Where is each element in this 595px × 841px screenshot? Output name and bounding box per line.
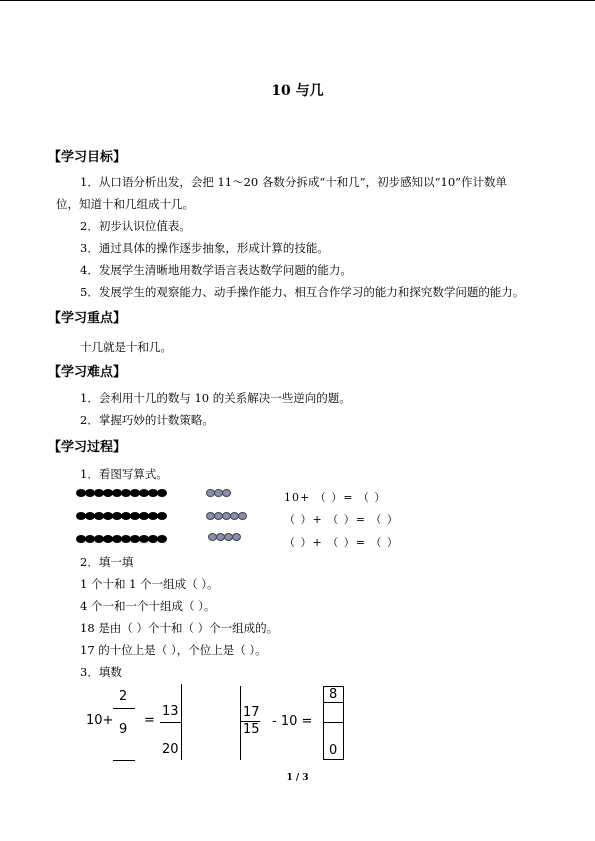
page-title: 10 与几 <box>271 83 324 99</box>
section-heading-difficulty: 【学习难点】 <box>48 365 127 380</box>
q3-frac-top: 2 <box>119 689 128 704</box>
q1-equation-2: （ ）+ （ ）= （ ） <box>284 513 399 526</box>
bead-row-3-black <box>76 535 166 543</box>
q3-frac-line <box>113 708 135 709</box>
bead-row-1-blue <box>206 489 230 497</box>
goal-item-1-cont: 位，知道十和几组成十几。 <box>56 197 194 211</box>
q2-item-3: 18 是由（ ）个十和（ ）个一组成的。 <box>80 621 279 635</box>
q2-label: 2．填一填 <box>80 555 134 569</box>
q3-answer-line <box>113 760 135 761</box>
difficulty-item-2: 2．掌握巧妙的计数策略。 <box>80 413 214 427</box>
q3-right-op: - 10 = <box>272 714 313 729</box>
black-bead <box>157 489 167 497</box>
q3-left-equals: = <box>144 713 155 728</box>
q1-equation-3: （ ）+ （ ）= （ ） <box>284 536 399 549</box>
q3-left-col-divider <box>160 722 181 723</box>
blue-bead <box>222 489 231 497</box>
bead-row-3-blue <box>208 533 240 541</box>
q3-right-col-top: 17 <box>243 705 260 720</box>
blue-bead <box>238 512 247 520</box>
bead-row-2-black <box>76 512 166 520</box>
key-text: 十几就是十和几。 <box>80 340 172 354</box>
q2-item-4: 17 的十位上是（ ），个位上是（ ）。 <box>80 643 267 657</box>
goal-item-2: 2．初步认识位值表。 <box>80 219 191 233</box>
q3-label: 3．填数 <box>80 665 122 679</box>
q3-right-box-top: 8 <box>329 687 338 702</box>
black-bead <box>157 512 167 520</box>
q3-right-col-line <box>240 686 241 760</box>
goal-item-4: 4．发展学生清晰地用数学语言表达数学问题的能力。 <box>80 263 352 277</box>
section-heading-key: 【学习重点】 <box>48 311 127 326</box>
q2-item-1: 1 个十和 1 个一组成（ ）。 <box>80 577 219 591</box>
black-bead <box>157 535 167 543</box>
page-top-border <box>0 0 595 1</box>
q3-right-col-bottom: 15 <box>243 722 260 737</box>
section-heading-process: 【学习过程】 <box>48 440 127 455</box>
q1-equation-1: 10+ （ ）= （ ） <box>284 491 387 504</box>
bead-row-1-black <box>76 489 166 497</box>
goal-item-5: 5．发展学生的观察能力、动手操作能力、相互合作学习的能力和探究数学问题的能力。 <box>80 285 525 299</box>
q2-item-2: 4 个一和一个十组成（ ）。 <box>80 599 216 613</box>
goal-item-3: 3．通过具体的操作逐步抽象，形成计算的技能。 <box>80 241 329 255</box>
q3-left-prefix: 10+ <box>86 713 114 728</box>
goal-item-1: 1．从口语分析出发，会把 11～20 各数分拆成“十和几”，初步感知以“10”作计数单 <box>80 175 508 189</box>
q3-left-col-bottom: 20 <box>162 742 179 757</box>
q3-right-box-divider-1 <box>323 702 344 703</box>
bead-row-2-blue <box>206 512 246 520</box>
q3-left-col-line <box>181 684 182 760</box>
page-number: 1 / 3 <box>286 773 309 783</box>
q3-right-box-divider-2 <box>323 722 344 723</box>
blue-bead <box>232 533 241 541</box>
q3-frac-bottom: 9 <box>119 722 128 737</box>
section-heading-goals: 【学习目标】 <box>48 150 127 165</box>
difficulty-item-1: 1．会利用十几的数与 10 的关系解决一些逆向的题。 <box>80 391 351 405</box>
q1-label: 1．看图写算式。 <box>80 467 168 481</box>
q3-right-box-bottom: 0 <box>329 743 338 758</box>
q3-left-col-top: 13 <box>162 704 179 719</box>
